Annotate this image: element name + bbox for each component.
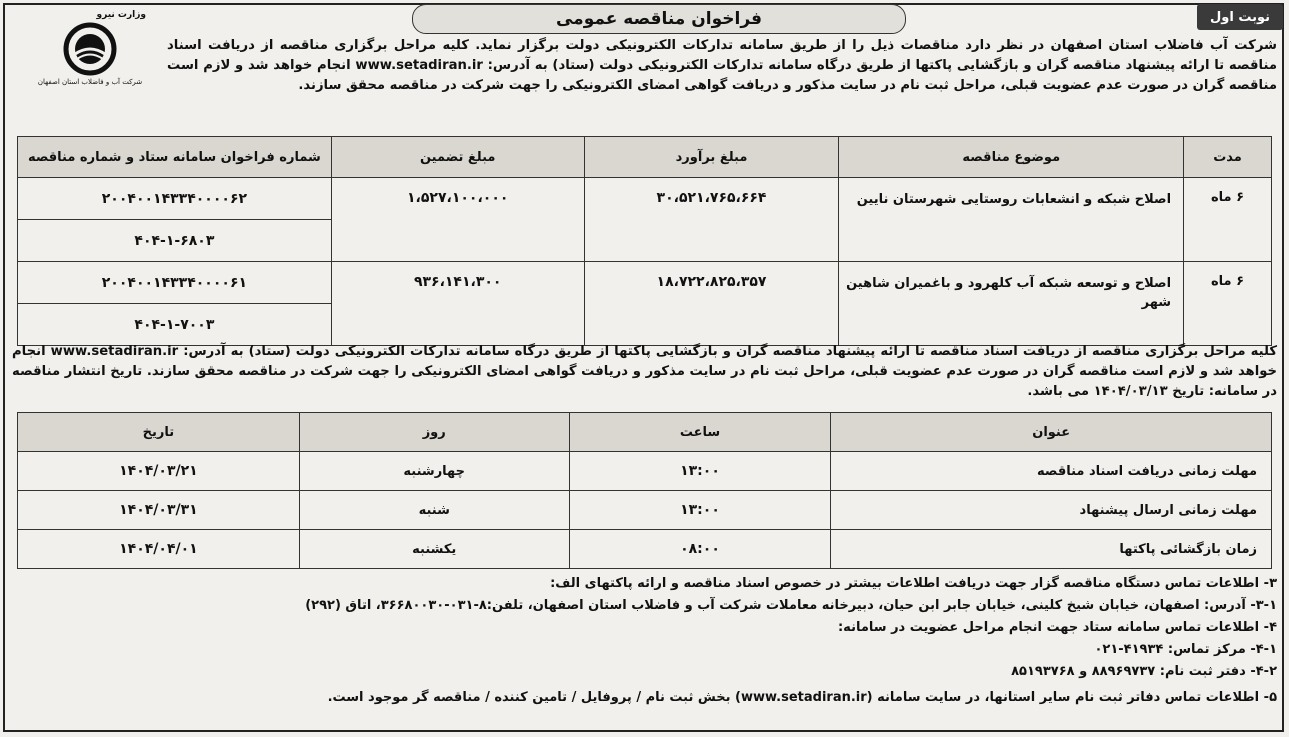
tender-number-cell: ۴۰۴-۱-۶۸۰۳ xyxy=(18,220,332,262)
schedule-date-cell: ۱۴۰۴/۰۳/۲۱ xyxy=(18,452,300,491)
schedule-date-cell: ۱۴۰۴/۰۴/۰۱ xyxy=(18,530,300,569)
schedule-time-cell: ۱۳:۰۰ xyxy=(569,491,831,530)
water-company-logo-icon xyxy=(63,22,117,76)
duration-cell: ۶ ماه xyxy=(1184,262,1272,346)
page-title: فراخوان مناقصه عمومی xyxy=(412,4,906,34)
duration-cell: ۶ ماه xyxy=(1184,178,1272,262)
subject-cell: اصلاح و توسعه شبکه آب کلهرود و باغمیران شاهین شهر xyxy=(839,262,1184,346)
schedule-title-cell: زمان بازگشائی پاکتها xyxy=(831,530,1272,569)
header-day: روز xyxy=(299,413,569,452)
header-subject: موضوع مناقصه xyxy=(839,137,1184,178)
tender-number-cell: ۴۰۴-۱-۷۰۰۳ xyxy=(18,304,332,346)
header-time: ساعت xyxy=(569,413,831,452)
header-estimate: مبلغ برآورد xyxy=(584,137,839,178)
table-row xyxy=(18,452,1272,491)
notice-round-badge: نوبت اول xyxy=(1197,4,1283,30)
estimate-cell: ۳۰،۵۲۱،۷۶۵،۶۶۴ xyxy=(584,178,839,262)
guarantee-cell: ۱،۵۲۷،۱۰۰،۰۰۰ xyxy=(331,178,584,262)
schedule-table xyxy=(17,412,1272,569)
setad-number-cell: ۲۰۰۴۰۰۱۴۳۳۴۰۰۰۰۶۲ xyxy=(18,178,332,220)
subject-cell: اصلاح شبکه و انشعابات روستایی شهرستان نایین xyxy=(839,178,1184,262)
footer-line-3-1: ۳-۱- آدرس: اصفهان، خیابان شیخ کلینی، خیابان جابر ابن حیان، دبیرخانه معاملات شرکت آب و فاضلاب استان اصفهان، تلفن:۸-۰۳۱-۳۶۶۸۰۰۳۰، اتاق (۲۹۲) xyxy=(305,598,1277,613)
table-header-row xyxy=(18,137,1272,178)
footer-line-4-2: ۴-۲- دفتر ثبت نام: ۸۸۹۶۹۷۳۷ و ۸۵۱۹۳۷۶۸ xyxy=(1011,664,1277,679)
tenders-table xyxy=(17,136,1272,346)
table-row xyxy=(18,178,1272,220)
table-row xyxy=(18,262,1272,304)
estimate-cell: ۱۸،۷۲۲،۸۲۵،۳۵۷ xyxy=(584,262,839,346)
header-title: عنوان xyxy=(831,413,1272,452)
guarantee-cell: ۹۳۶،۱۴۱،۳۰۰ xyxy=(331,262,584,346)
procedure-paragraph: کلیه مراحل برگزاری مناقصه از دریافت اسناد مناقصه تا ارائه پیشنهاد مناقصه گران و بازگشایی پاکتها از طریق درگاه سامانه تدارکات الکترونیکی دولت (ستاد) به آدرس: www.setadiran.ir انجام خواهد شد و لازم است مناقصه گران در صورت عدم عضویت قبلی، مراحل ثبت نام در سایت مذکور و دریافت گواهی امضای الکترونیکی را جهت شرکت در مناقصه محقق سازند. تاریخ انتشار مناقصه در سامانه: تاریخ ۱۴۰۴/۰۳/۱۳ می باشد. xyxy=(12,344,1277,399)
setad-number-cell: ۲۰۰۴۰۰۱۴۳۳۴۰۰۰۰۶۱ xyxy=(18,262,332,304)
schedule-date-cell: ۱۴۰۴/۰۳/۳۱ xyxy=(18,491,300,530)
header-duration: مدت xyxy=(1184,137,1272,178)
schedule-day-cell: شنبه xyxy=(299,491,569,530)
company-logo xyxy=(20,10,160,98)
footer-line-5: ۵- اطلاعات تماس دفاتر ثبت نام سایر استانها، در سایت سامانه (www.setadiran.ir) بخش ثبت نام / پروفایل / تامین کننده / مناقصه گر موجود است. xyxy=(327,690,1277,705)
header-setad-number: شماره فراخوان سامانه ستاد و شماره مناقصه xyxy=(18,137,332,178)
table-row xyxy=(18,491,1272,530)
schedule-title-cell: مهلت زمانی ارسال پیشنهاد xyxy=(831,491,1272,530)
footer-line-4-1: ۴-۱- مرکز تماس: ۴۱۹۳۴-۰۲۱ xyxy=(1094,642,1277,657)
schedule-title-cell: مهلت زمانی دریافت اسناد مناقصه xyxy=(831,452,1272,491)
intro-paragraph: شرکت آب فاضلاب استان اصفهان در نظر دارد مناقصات ذیل را از طریق سامانه تدارکات الکترونیکی دولت برگزار نماید. کلیه مراحل برگزاری مناقصه از دریافت اسناد مناقصه تا ارائه پیشنهاد مناقصه گران و بازگشایی پاکتها از طریق درگاه سامانه تدارکات الکترونیکی دولت (ستاد) به آدرس: www.setadiran.ir انجام خواهد شد و لازم است مناقصه گران در صورت عدم عضویت قبلی، مراحل ثبت نام در سایت مذکور و دریافت گواهی امضای الکترونیکی را جهت شرکت در مناقصه محقق سازند. xyxy=(167,38,1277,93)
ministry-label: وزارت نیرو xyxy=(96,10,146,20)
schedule-time-cell: ۱۳:۰۰ xyxy=(569,452,831,491)
schedule-day-cell: چهارشنبه xyxy=(299,452,569,491)
schedule-day-cell: یکشنبه xyxy=(299,530,569,569)
table-row xyxy=(18,530,1272,569)
header-date: تاریخ xyxy=(18,413,300,452)
header-guarantee: مبلغ تضمین xyxy=(331,137,584,178)
footer-line-3: ۳- اطلاعات تماس دستگاه مناقصه گزار جهت دریافت اطلاعات بیشتر در خصوص اسناد مناقصه و ارائه پاکتهای الف: xyxy=(550,576,1277,591)
table-header-row xyxy=(18,413,1272,452)
company-name-label: شرکت آب و فاضلاب استان اصفهان xyxy=(37,78,143,86)
schedule-time-cell: ۰۸:۰۰ xyxy=(569,530,831,569)
footer-line-4: ۴- اطلاعات تماس سامانه ستاد جهت انجام مراحل عضویت در سامانه: xyxy=(837,620,1277,635)
